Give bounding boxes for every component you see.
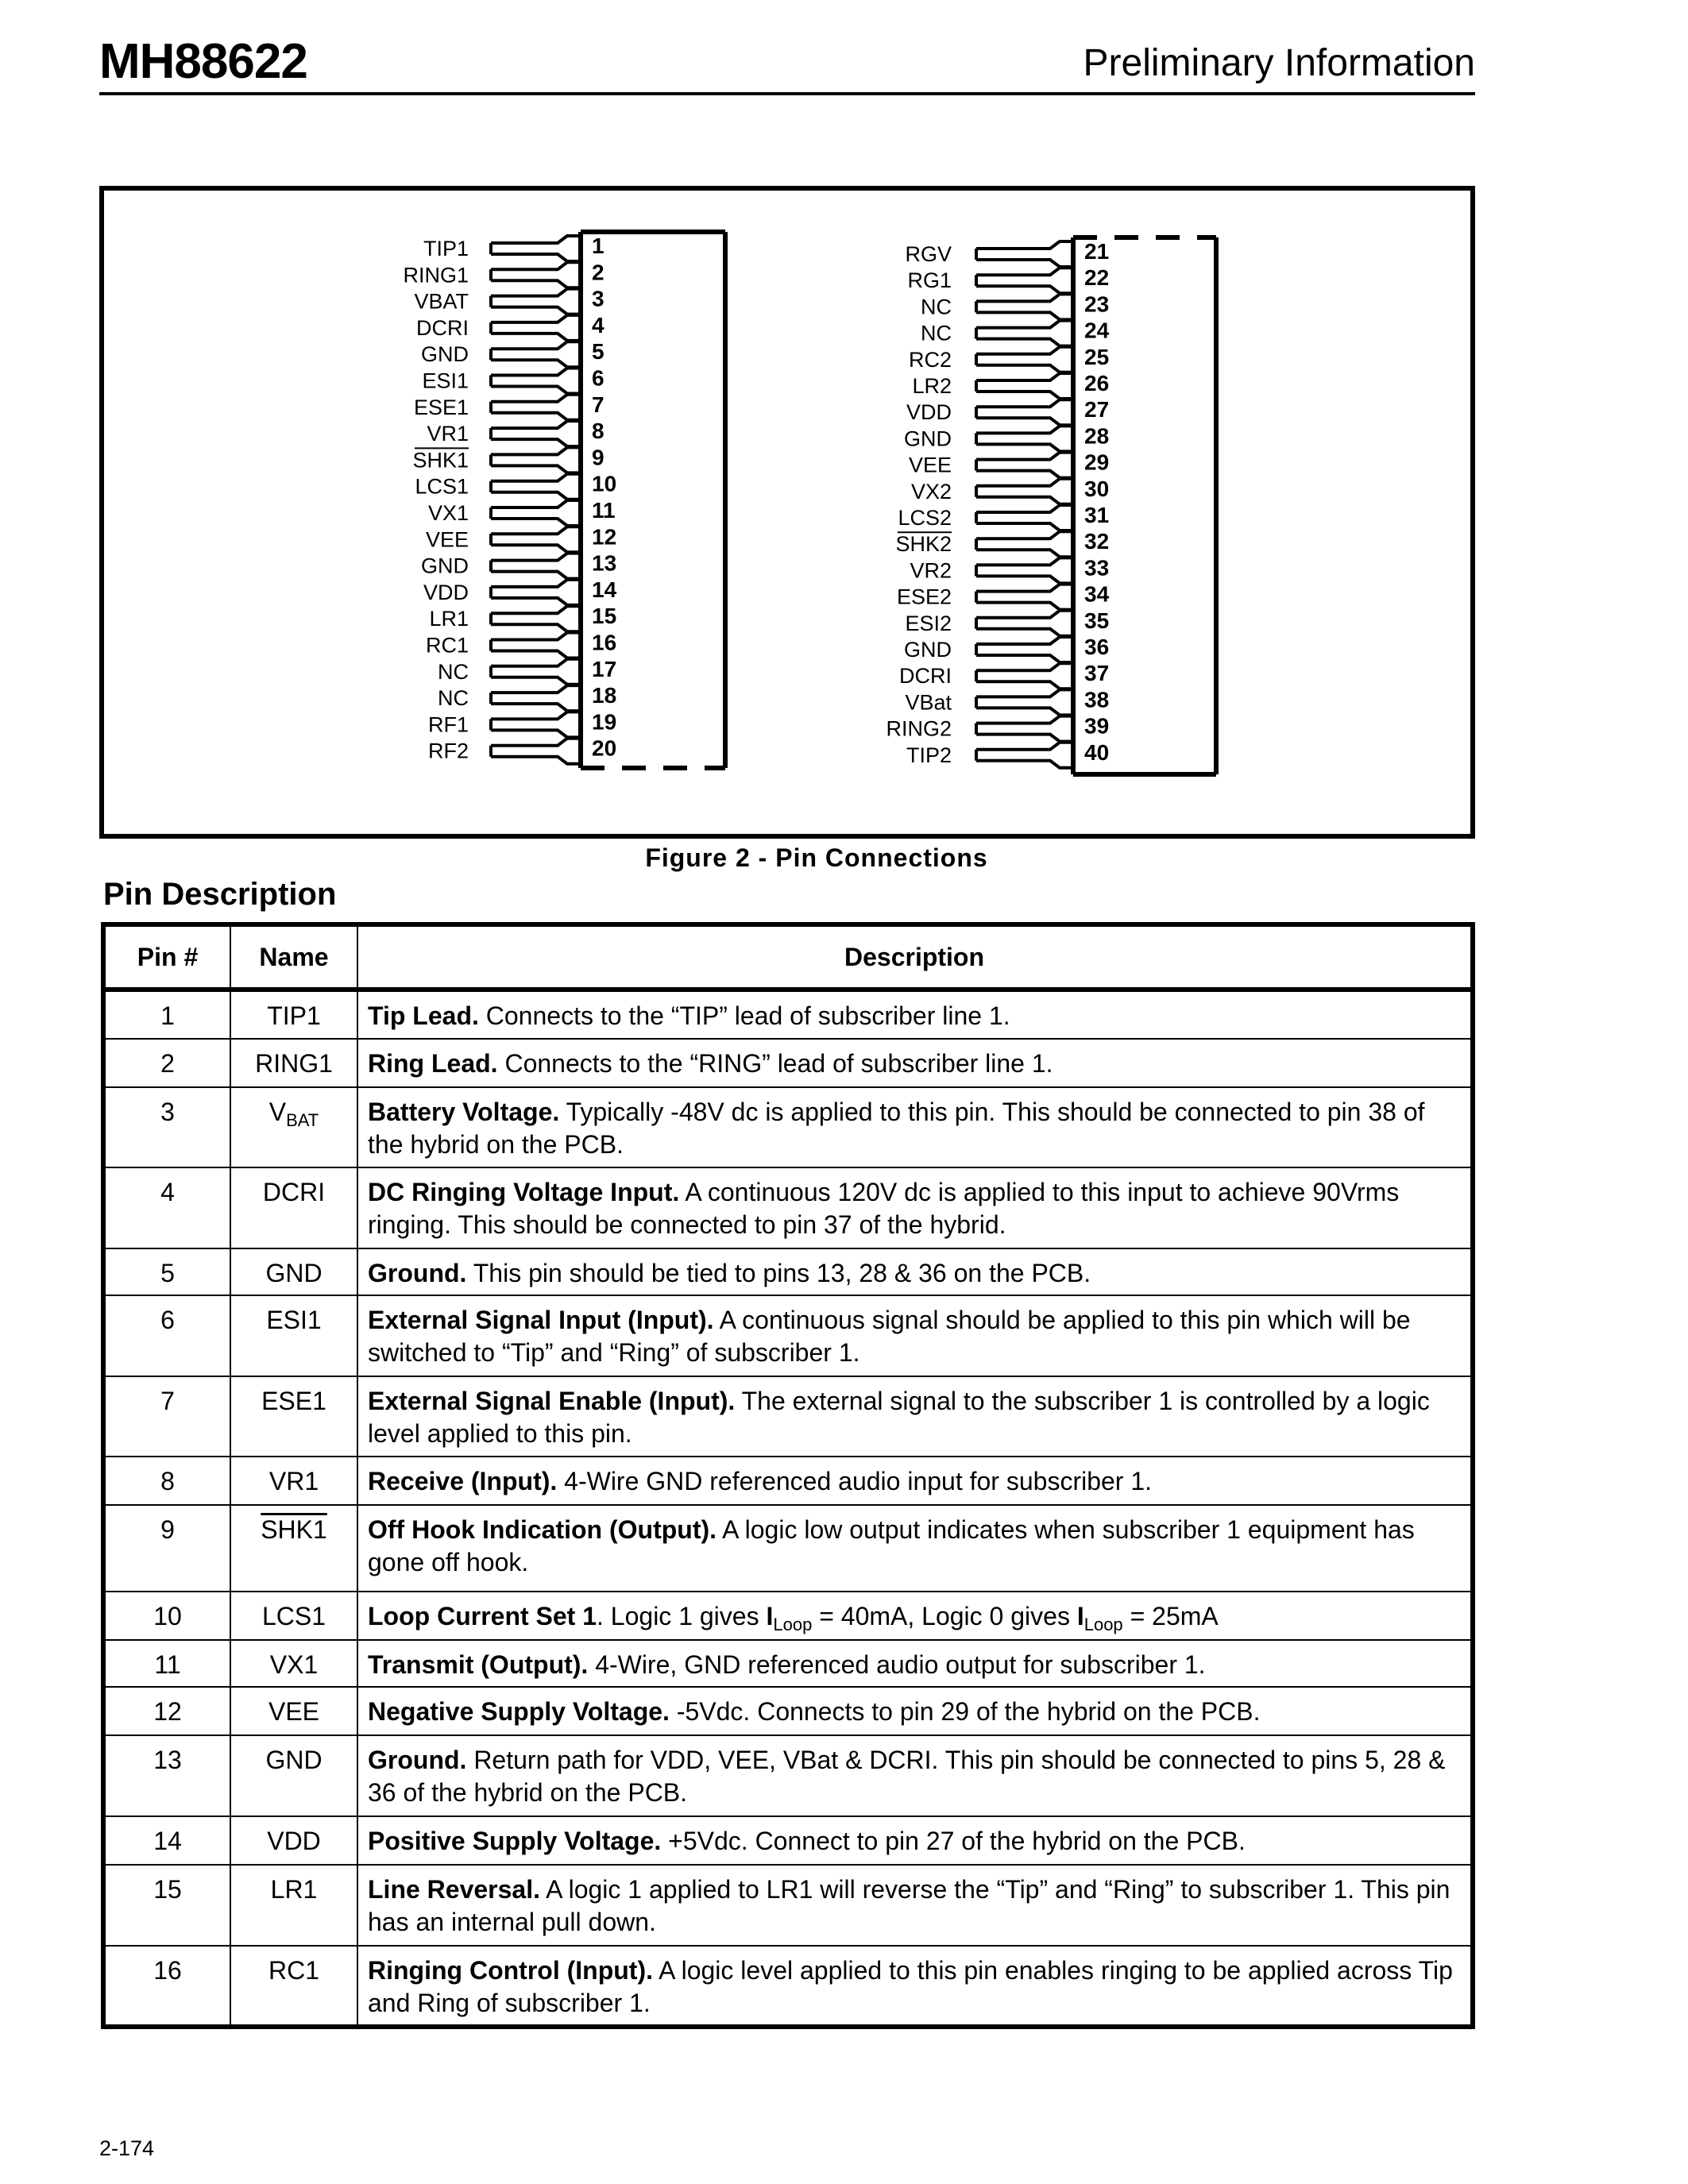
text-segment: 4-Wire GND referenced audio input for subscriber 1.: [557, 1467, 1153, 1495]
document-status: Preliminary Information: [1083, 42, 1475, 84]
pin-name-cell: [230, 1865, 357, 1946]
pin-label: RGV: [905, 242, 952, 266]
subscript-text: BAT: [286, 1110, 319, 1130]
pin-number-cell: 12: [103, 1687, 230, 1735]
pin-lead-11: [491, 500, 581, 526]
pin-lead-27: [976, 399, 1073, 425]
bold-term: Positive Supply Voltage.: [368, 1827, 662, 1855]
pin-label: RC2: [908, 347, 952, 372]
pin-number: 3: [592, 286, 605, 311]
pin-lead-12: [491, 527, 581, 552]
bold-term: Ground.: [368, 1259, 467, 1287]
pin-lead-17: [491, 659, 581, 685]
pin-lead-34: [976, 585, 1073, 610]
page-number: 2-174: [99, 2136, 155, 2160]
text-segment: LR1: [270, 1875, 318, 1904]
text-segment: +5Vdc. Connect to pin 27 of the hybrid on the PCB.: [661, 1827, 1246, 1855]
pin-label: GND: [904, 426, 952, 451]
text-segment: GND: [265, 1746, 323, 1774]
text-segment: VDD: [267, 1827, 321, 1855]
table-row: [103, 1687, 1473, 1735]
pin-number: 33: [1084, 555, 1110, 581]
text-segment: Connects to the “RING” lead of subscriber line 1.: [497, 1049, 1053, 1078]
table-row: [103, 1087, 1473, 1167]
column-header-description: Description: [357, 924, 1473, 990]
pin-number: 5: [592, 339, 605, 365]
table-row: [103, 1376, 1473, 1457]
pin-description-cell: [357, 1505, 1473, 1592]
pin-name-cell: [230, 1167, 357, 1248]
pin-number: 14: [592, 577, 617, 602]
pin-lead-10: [491, 474, 581, 500]
table-row: [103, 1505, 1473, 1592]
pin-lead-15: [491, 606, 581, 631]
pin-lead-8: [491, 421, 581, 446]
pin-number-cell: 4: [103, 1167, 230, 1248]
pin-label: LCS2: [898, 506, 952, 530]
table-row: [103, 990, 1473, 1039]
pin-number: 19: [592, 709, 617, 735]
text-segment: 4-Wire, GND referenced audio output for subscriber 1.: [588, 1650, 1206, 1679]
pin-number-cell: 11: [103, 1640, 230, 1687]
pin-name-cell: [230, 1505, 357, 1592]
pin-number-cell: 5: [103, 1248, 230, 1295]
pin-label: LR1: [429, 607, 469, 631]
pin-name-cell: [230, 1946, 357, 2027]
table-row: [103, 1816, 1473, 1865]
text-segment: A continuous signal should be applied to this pin which will be switched to “Tip” and “Ring” of subscriber 1.: [368, 1306, 1411, 1367]
pin-number-cell: 2: [103, 1039, 230, 1087]
pin-name-cell: [230, 1248, 357, 1295]
pin-lead-28: [976, 426, 1073, 451]
pin-label: LR2: [912, 374, 952, 398]
pin-label: SHK1: [412, 448, 469, 473]
pin-number-cell: 10: [103, 1592, 230, 1640]
pin-label: NC: [438, 686, 469, 711]
pin-number: 35: [1084, 608, 1110, 633]
pin-label: NC: [921, 321, 952, 345]
text-segment: Return path for VDD, VEE, VBat & DCRI. This pin should be connected to pins 5, 28 & 36 of the hybrid on the PCB.: [368, 1746, 1446, 1807]
pin-lead-16: [491, 633, 581, 658]
table-row: [103, 1457, 1473, 1505]
pin-description-cell: [357, 1687, 1473, 1735]
pin-label: RING2: [886, 716, 952, 741]
pin-label: RG1: [907, 268, 952, 293]
pin-name-cell: [230, 1087, 357, 1167]
pin-lead-20: [491, 739, 581, 764]
pin-number: 37: [1084, 661, 1110, 686]
text-segment: V: [268, 1098, 287, 1126]
bold-term: Transmit (Output).: [368, 1650, 589, 1679]
text-segment: TIP1: [267, 1001, 321, 1030]
pin-description-cell: [357, 1039, 1473, 1087]
pin-description-cell: [357, 1946, 1473, 2027]
pin-number: 7: [592, 392, 605, 417]
pin-name-cell: [230, 990, 357, 1039]
pin-label: RING1: [403, 263, 469, 287]
pin-lead-29: [976, 453, 1073, 478]
pin-name-cell: [230, 1640, 357, 1687]
pin-description-cell: [357, 1167, 1473, 1248]
pin-number: 40: [1084, 739, 1110, 765]
text-segment: VEE: [268, 1697, 320, 1726]
pin-label: ESE1: [413, 395, 469, 419]
text-segment: LCS1: [261, 1602, 326, 1630]
pin-number: 39: [1084, 713, 1110, 739]
section-title: Pin Description: [103, 877, 337, 912]
pin-label: ESI1: [422, 369, 469, 393]
pin-number: 25: [1084, 344, 1110, 369]
text-segment: The external signal to the subscriber 1 is controlled by a logic level applied to this pin.: [368, 1387, 1430, 1448]
pin-description-table: [101, 922, 1475, 2029]
pin-number: 20: [592, 735, 617, 761]
text-segment: A logic low output indicates when subscriber 1 equipment has gone off hook.: [368, 1515, 1415, 1576]
pin-number: 2: [592, 260, 605, 285]
pin-number: 26: [1084, 371, 1110, 396]
pin-lead-2: [491, 262, 581, 287]
pin-label: TIP1: [423, 237, 469, 260]
pin-label: RC1: [425, 633, 469, 658]
pin-label: TIP2: [906, 743, 952, 767]
text-segment: . Logic 1 gives: [597, 1602, 767, 1630]
text-segment: GND: [265, 1259, 323, 1287]
bold-term: Battery Voltage.: [368, 1098, 560, 1126]
text-segment: ESE1: [261, 1387, 326, 1415]
pin-label: DCRI: [899, 664, 952, 689]
text-segment: VX1: [269, 1650, 319, 1679]
pin-lead-5: [491, 341, 581, 367]
table-row: [103, 1735, 1473, 1816]
pin-label: VX2: [910, 479, 952, 504]
pin-lead-39: [976, 716, 1073, 742]
pin-name-cell: [230, 1592, 357, 1640]
text-segment: = 40mA, Logic 0 gives: [812, 1602, 1077, 1630]
bold-term: External Signal Enable (Input).: [368, 1387, 736, 1415]
pin-number: 1: [592, 233, 605, 258]
text-segment: This pin should be tied to pins 13, 28 & 36 on the PCB.: [466, 1259, 1091, 1287]
pin-lead-7: [491, 395, 581, 420]
pin-number: 16: [592, 630, 617, 655]
pin-number: 10: [592, 471, 617, 496]
text-segment: Typically -48V dc is applied to this pin. This should be connected to pin 38 of the hybrid on the PCB.: [368, 1098, 1425, 1159]
pin-number-cell: 1: [103, 990, 230, 1039]
text-segment: A continuous 120V dc is applied to this input to achieve 90Vrms ringing. This should be connected to pin 37 of the hybrid.: [368, 1178, 1400, 1239]
pin-lead-22: [976, 268, 1073, 293]
text-segment: A logic 1 applied to LR1 will reverse the “Tip” and “Ring” to subscriber 1. This pin has an internal pull down.: [368, 1875, 1450, 1936]
pin-number: 23: [1084, 291, 1110, 317]
pin-label: RF1: [427, 712, 469, 737]
pin-label: DCRI: [416, 315, 469, 340]
pin-number: 11: [592, 498, 616, 523]
text-segment: VR1: [268, 1467, 319, 1495]
pin-number-cell: 13: [103, 1735, 230, 1816]
pin-label: GND: [421, 554, 469, 578]
pin-lead-21: [976, 241, 1073, 267]
pin-label: LCS1: [415, 474, 469, 499]
pin-number-cell: 9: [103, 1505, 230, 1592]
pin-number-cell: 7: [103, 1376, 230, 1457]
pin-description-cell: [357, 1816, 1473, 1865]
table-row: [103, 1592, 1473, 1640]
bold-term: Tip Lead.: [368, 1001, 479, 1030]
pin-label: SHK2: [895, 532, 952, 557]
pin-lead-24: [976, 321, 1073, 346]
bold-term: External Signal Input (Input).: [368, 1306, 714, 1334]
bold-term: I: [766, 1602, 774, 1630]
part-number-title: MH88622: [99, 34, 307, 89]
subscript-text: Loop: [773, 1615, 813, 1634]
pin-name-cell: [230, 1376, 357, 1457]
pin-lead-40: [976, 743, 1073, 768]
pin-lead-14: [491, 580, 581, 605]
pin-lead-38: [976, 689, 1073, 715]
pin-label: GND: [904, 638, 952, 662]
bold-term: Line Reversal.: [368, 1875, 540, 1904]
bold-term: Receive (Input).: [368, 1467, 558, 1495]
pin-description-cell: [357, 1376, 1473, 1457]
pin-lead-37: [976, 663, 1073, 689]
bold-term: Off Hook Indication (Output).: [368, 1515, 717, 1544]
bold-term: I: [1076, 1602, 1084, 1630]
pin-number: 17: [592, 656, 617, 681]
pin-number: 9: [592, 445, 605, 470]
pin-label: RF2: [427, 739, 469, 763]
pin-label: GND: [421, 342, 469, 367]
bold-term: DC Ringing Voltage Input.: [368, 1178, 680, 1206]
pin-number: 34: [1084, 581, 1110, 607]
pin-number-cell: 16: [103, 1946, 230, 2027]
pin-lead-23: [976, 294, 1073, 319]
pin-name-cell: [230, 1687, 357, 1735]
pin-connections-diagram: [0, 0, 1688, 842]
pin-lead-25: [976, 347, 1073, 372]
pin-label: VR1: [427, 422, 469, 446]
table-row: [103, 1865, 1473, 1946]
pin-label: VR2: [910, 558, 952, 583]
pin-description-cell: [357, 1865, 1473, 1946]
column-header-name: Name: [230, 924, 357, 990]
pin-label: ESE2: [896, 585, 952, 609]
pin-number: 21: [1084, 239, 1110, 264]
pin-number: 4: [592, 312, 605, 338]
figure-caption: Figure 2 - Pin Connections: [645, 843, 988, 872]
text-segment: Connects to the “TIP” lead of subscriber line 1.: [478, 1001, 1010, 1030]
text-segment: SHK1: [261, 1515, 327, 1544]
pin-description-cell: [357, 990, 1473, 1039]
pin-label: VX1: [427, 501, 469, 525]
table-row: [103, 1248, 1473, 1295]
pin-label: NC: [921, 295, 952, 319]
pin-number-cell: 3: [103, 1087, 230, 1167]
pin-name-cell: [230, 1457, 357, 1505]
pin-lead-31: [976, 505, 1073, 531]
pin-label: VEE: [908, 453, 952, 477]
pin-number: 8: [592, 419, 605, 444]
pin-label: VBat: [905, 690, 952, 715]
pin-number-cell: 14: [103, 1816, 230, 1865]
text-segment: ESI1: [266, 1306, 322, 1334]
table-row: [103, 1167, 1473, 1248]
table-row: [103, 1946, 1473, 2027]
pin-label: VEE: [425, 527, 469, 552]
pin-number: 18: [592, 683, 617, 708]
bold-term: Loop Current Set 1: [368, 1602, 597, 1630]
subscript-text: Loop: [1083, 1615, 1123, 1634]
pin-description-cell: [357, 1457, 1473, 1505]
pin-label: VBAT: [414, 289, 469, 314]
pin-lead-35: [976, 611, 1073, 636]
pin-label: ESI2: [905, 611, 952, 635]
ic-left-side: [403, 232, 725, 768]
pin-number-cell: 6: [103, 1295, 230, 1376]
pin-description-cell: [357, 1248, 1473, 1295]
text-segment: = 25mA: [1122, 1602, 1219, 1630]
pin-number: 12: [592, 524, 617, 550]
pin-number: 22: [1084, 265, 1110, 291]
bold-term: Ring Lead.: [368, 1049, 498, 1078]
pin-number: 31: [1084, 503, 1110, 527]
table-row: [103, 1295, 1473, 1376]
text-segment: RING1: [255, 1049, 333, 1078]
pin-lead-13: [491, 554, 581, 579]
pin-name-cell: [230, 1295, 357, 1376]
bold-term: Ground.: [368, 1746, 467, 1774]
pin-number: 24: [1084, 318, 1110, 343]
bold-term: Ringing Control (Input).: [368, 1956, 653, 1985]
pin-name-cell: [230, 1816, 357, 1865]
text-segment: DCRI: [262, 1178, 326, 1206]
pin-number-cell: 8: [103, 1457, 230, 1505]
pin-lead-26: [976, 373, 1073, 399]
pin-lead-9: [491, 447, 581, 473]
pin-number: 32: [1084, 529, 1110, 554]
pin-label: VDD: [906, 400, 952, 425]
pin-number-cell: 15: [103, 1865, 230, 1946]
text-segment: -5Vdc. Connects to pin 29 of the hybrid on the PCB.: [669, 1697, 1261, 1726]
pin-lead-18: [491, 685, 581, 711]
pin-description-cell: [357, 1735, 1473, 1816]
pin-description-cell: [357, 1592, 1473, 1640]
pin-description-cell: [357, 1295, 1473, 1376]
pin-number: 38: [1084, 687, 1110, 712]
pin-number: 30: [1084, 476, 1110, 501]
pin-number: 36: [1084, 635, 1110, 659]
text-segment: A logic level applied to this pin enables ringing to be applied across Tip and Ring of subscriber 1.: [368, 1956, 1453, 2017]
pin-lead-36: [976, 637, 1073, 662]
table-header-row: [103, 924, 1473, 990]
pin-number: 28: [1084, 423, 1110, 449]
pin-lead-30: [976, 479, 1073, 504]
pin-description-cell: [357, 1087, 1473, 1167]
ic-right-side: [886, 237, 1216, 774]
pin-number: 13: [592, 550, 617, 576]
pin-lead-32: [976, 531, 1073, 557]
pin-number: 15: [592, 604, 617, 629]
column-header-pin: Pin #: [103, 924, 230, 990]
table-row: [103, 1640, 1473, 1687]
pin-label: VDD: [423, 580, 469, 604]
text-segment: RC1: [268, 1956, 319, 1985]
pin-number: 27: [1084, 397, 1110, 423]
pin-lead-33: [976, 558, 1073, 583]
pin-name-cell: [230, 1735, 357, 1816]
pin-lead-3: [491, 289, 581, 314]
pin-lead-19: [491, 712, 581, 737]
pin-label: NC: [438, 659, 469, 684]
bold-term: Negative Supply Voltage.: [368, 1697, 670, 1726]
pin-lead-1: [491, 236, 581, 261]
pin-description-cell: [357, 1640, 1473, 1687]
pin-lead-4: [491, 315, 581, 341]
pin-lead-6: [491, 369, 581, 394]
pin-number: 29: [1084, 450, 1110, 475]
pin-number: 6: [592, 365, 605, 391]
pin-name-cell: [230, 1039, 357, 1087]
table-row: [103, 1039, 1473, 1087]
